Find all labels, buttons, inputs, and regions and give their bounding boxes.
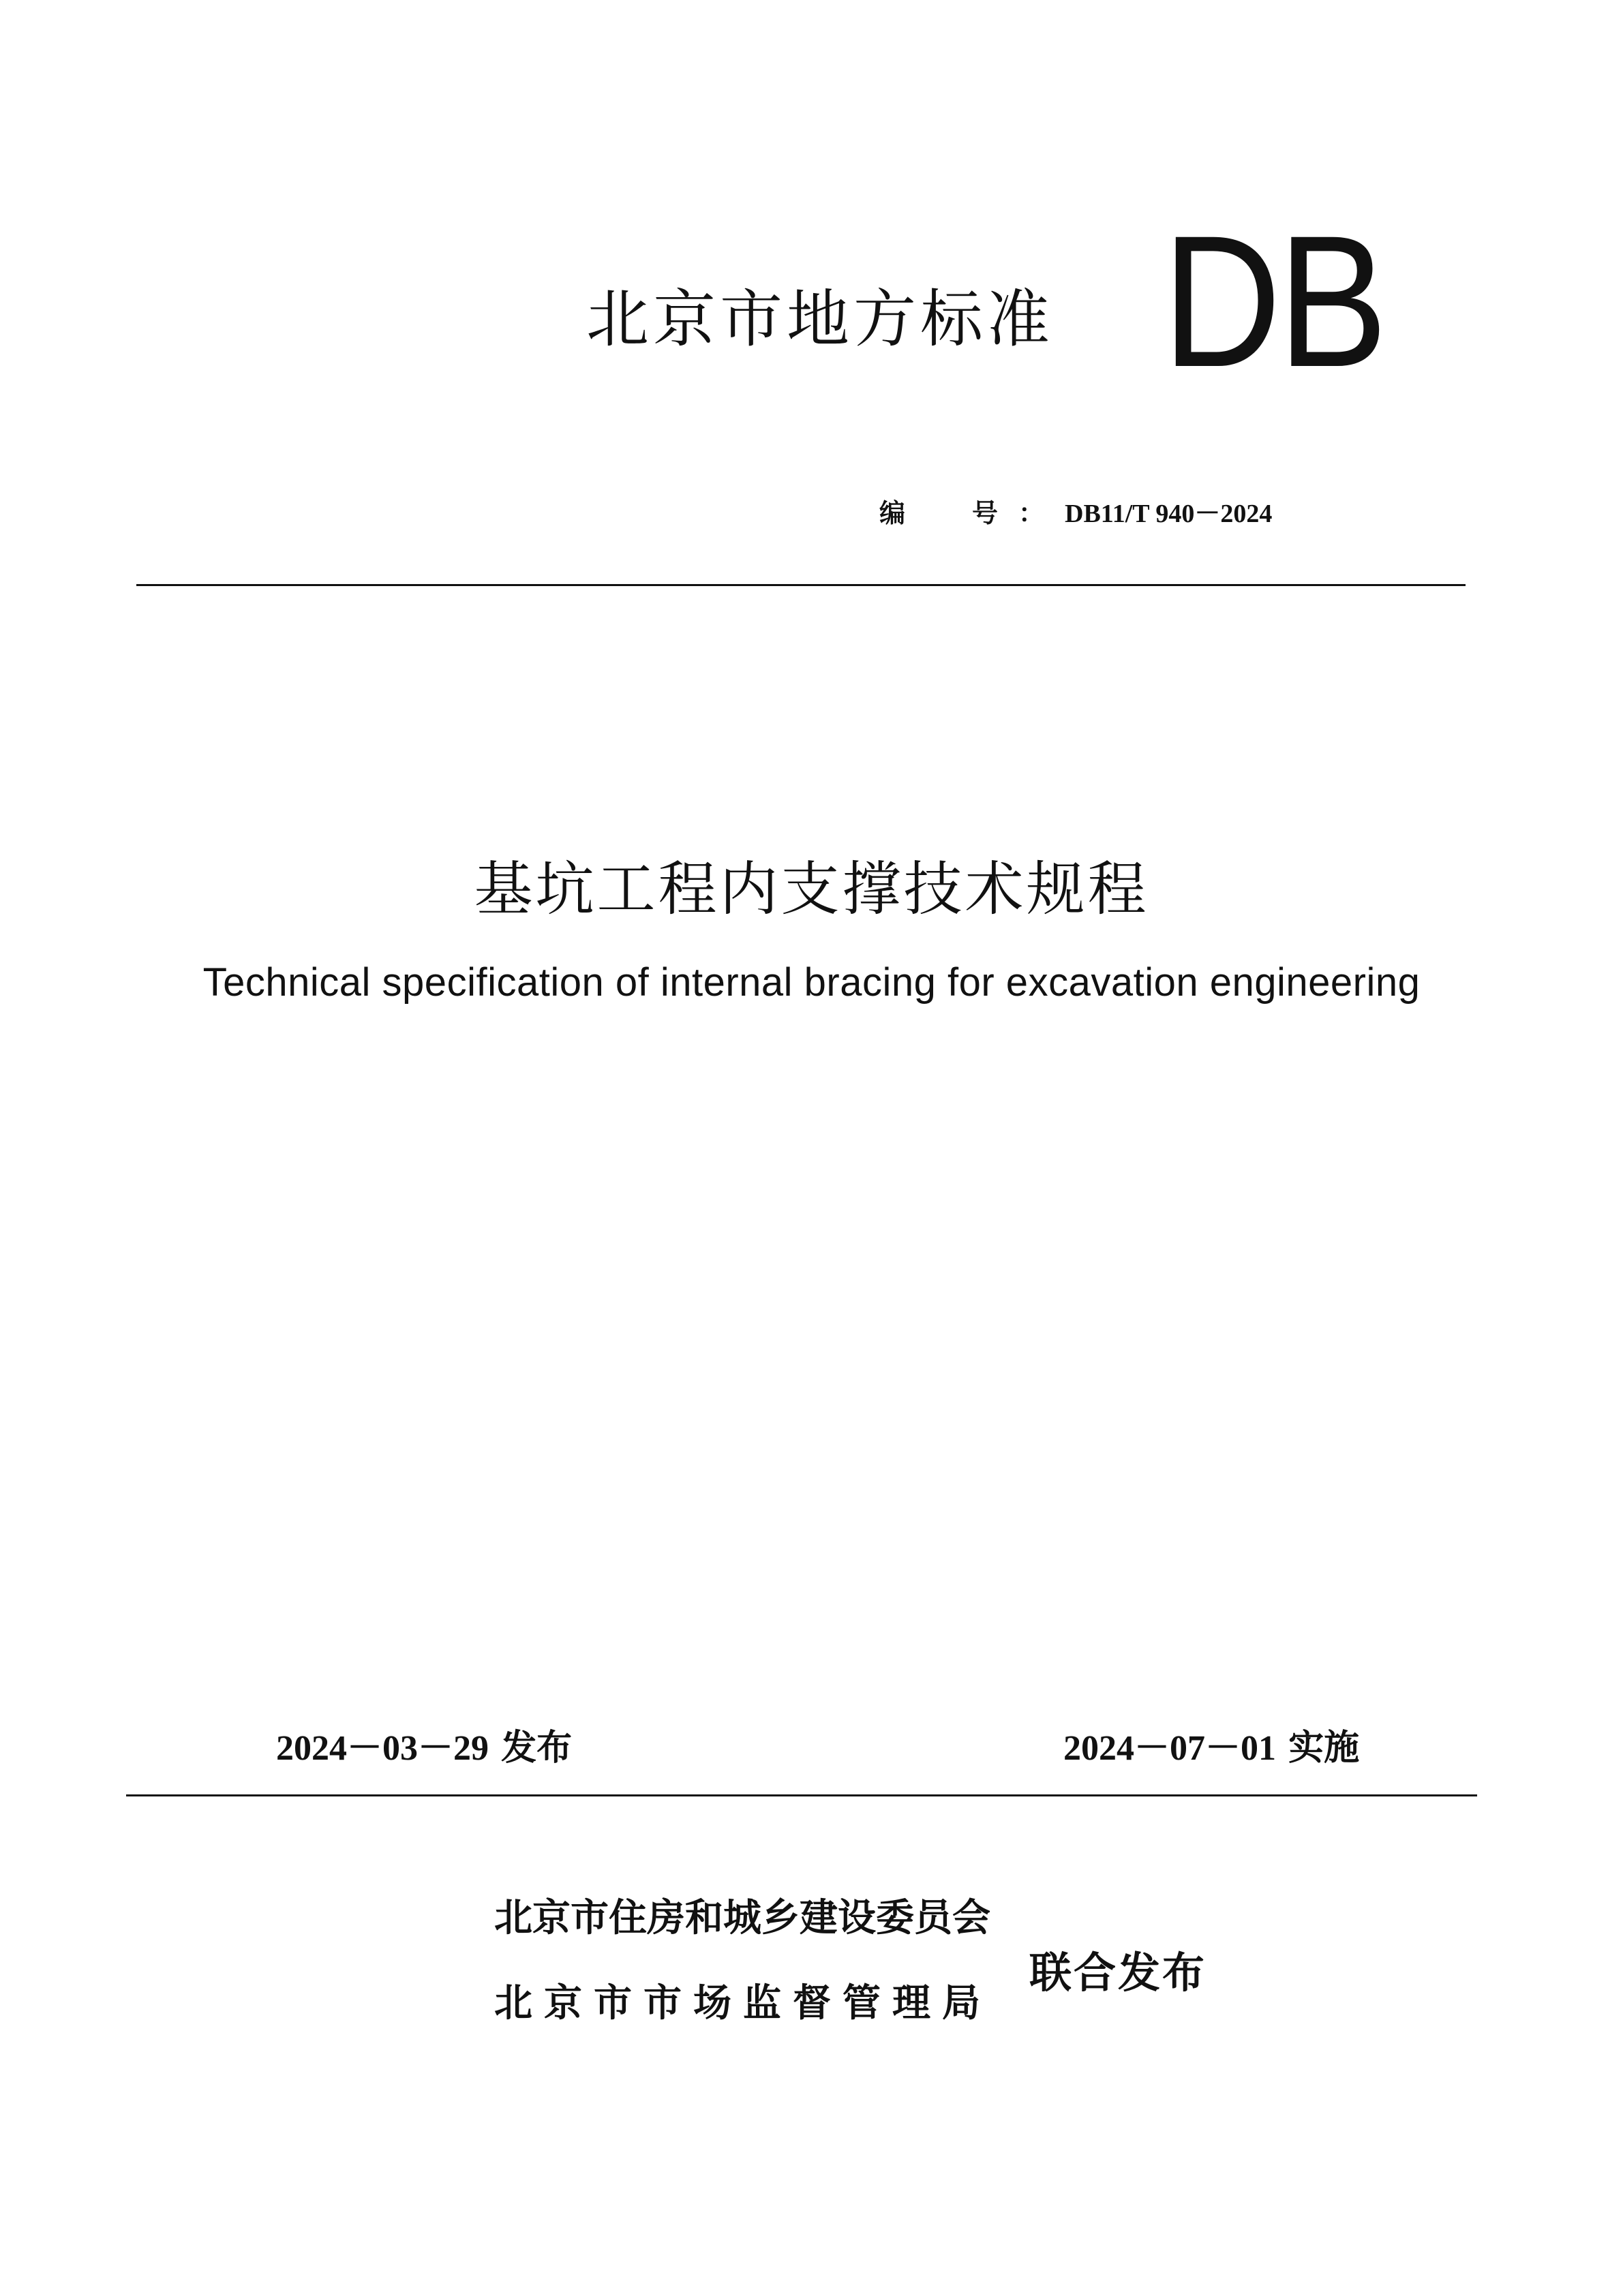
- top-divider: [136, 584, 1466, 586]
- db-logo: DB: [1162, 197, 1384, 406]
- effective-date-line: [1063, 1719, 1359, 1770]
- standard-type-heading: 北京市地方标准: [586, 283, 1055, 356]
- document-title-chinese: 基坑工程内支撑技术规程: [474, 855, 1149, 923]
- issuer-market-regulation: 北京市市场监督管理局: [494, 1981, 992, 2025]
- document-title-english: Technical specification of internal bracing for excavation engineering: [202, 960, 1421, 1005]
- effective-date: 2024－07－01: [1063, 1729, 1277, 1768]
- issuer-housing-commission: 北京市住房和城乡建设委员会: [494, 1896, 990, 1940]
- bottom-divider: [126, 1794, 1477, 1796]
- effective-word: 实施: [1288, 1728, 1360, 1769]
- joint-release-label: 联合发布: [1029, 1948, 1207, 1997]
- issue-word: 发布: [501, 1728, 573, 1769]
- standard-code-line: [879, 492, 1272, 530]
- issue-date-line: [276, 1719, 572, 1770]
- standard-code-label: 编 号：: [879, 498, 1065, 528]
- issue-date: 2024－03－29: [276, 1729, 489, 1768]
- standard-code-value: DB11/T 940－2024: [1065, 500, 1273, 528]
